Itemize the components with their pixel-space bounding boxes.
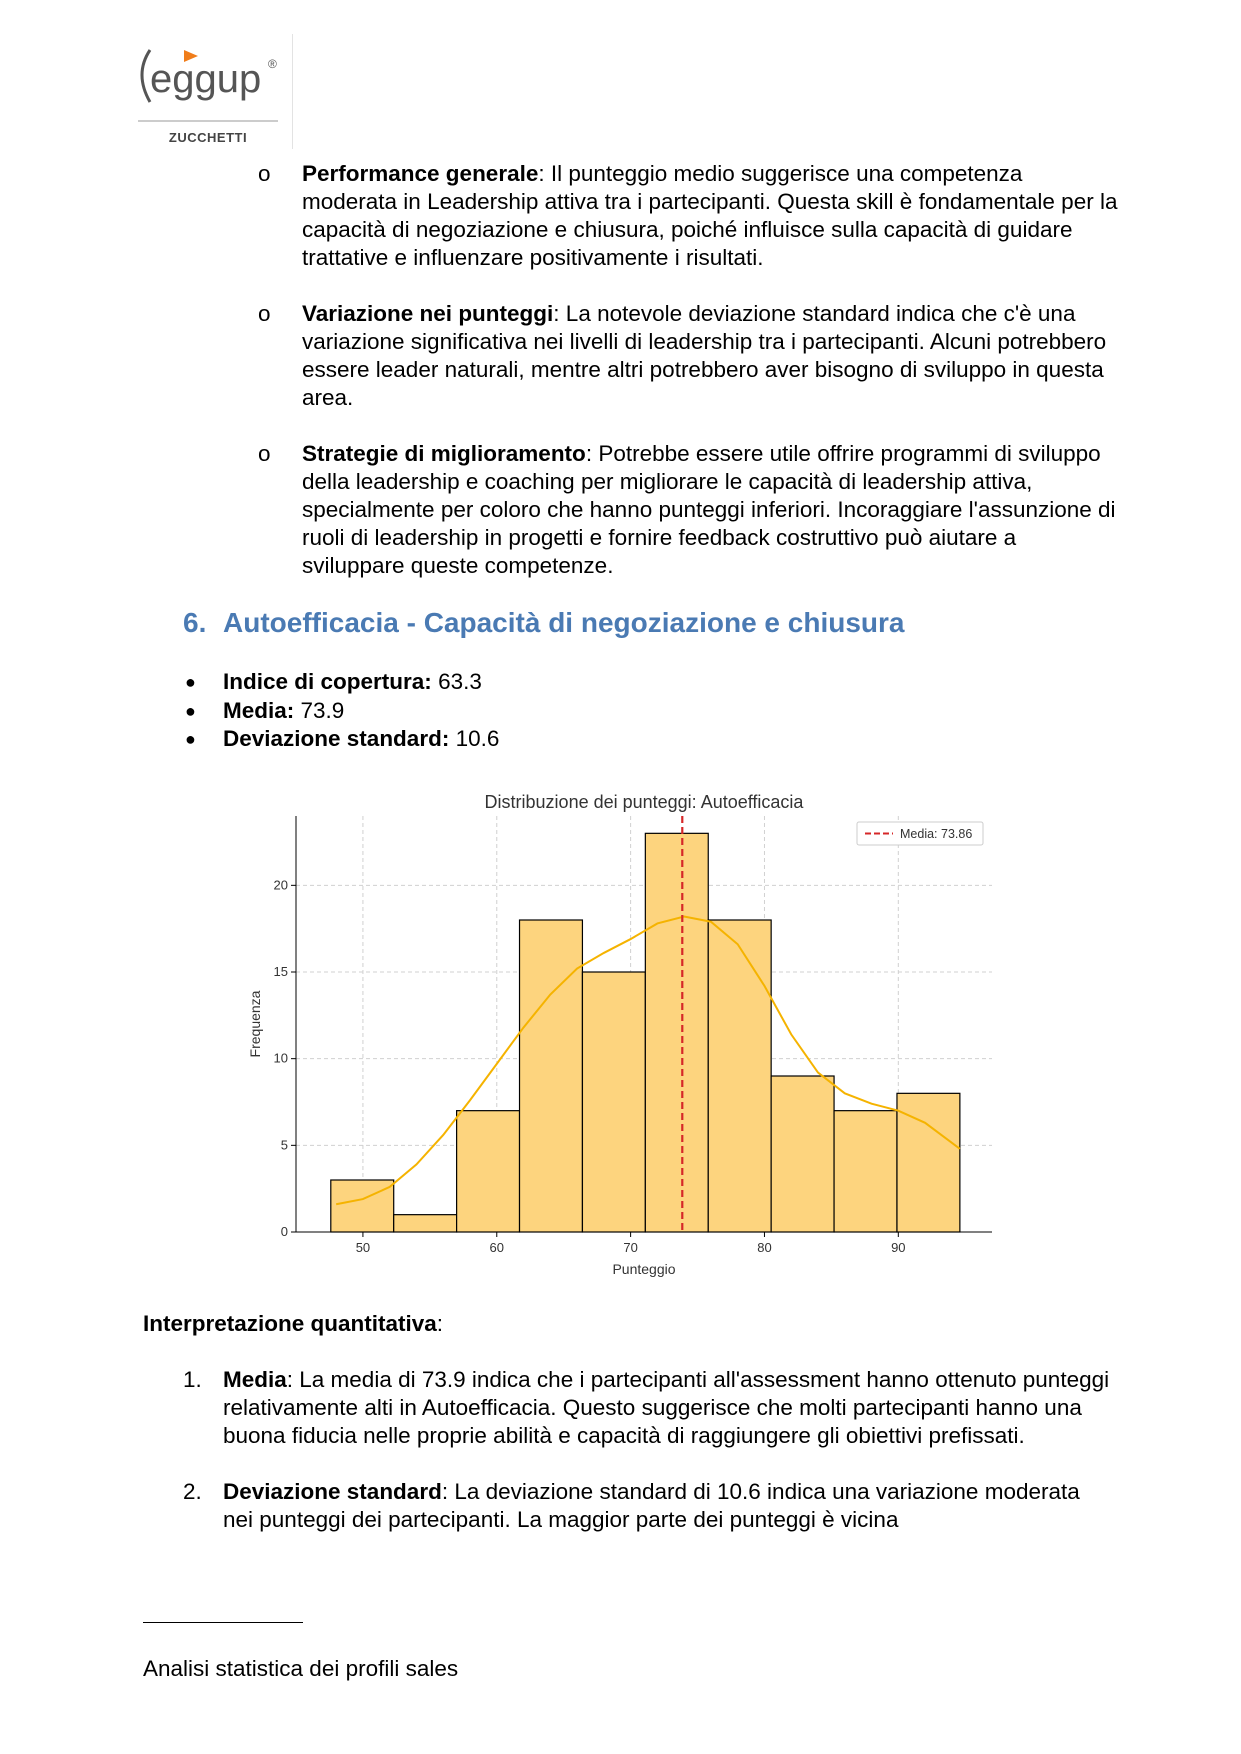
stat-label: Deviazione standard: xyxy=(223,726,450,751)
section-title: Autoefficacia - Capacità di negoziazione e chiusura xyxy=(223,607,905,638)
interpretation-heading-text: Interpretazione quantitativa xyxy=(143,1311,437,1336)
point-text: : Il punteggio medio suggerisce una competenza moderata in Leadership attiva tra i partecipanti. Questa skill è fondamentale per la capacità di negoziazione e chiusura, poiché influisce sulla capacità di guidare trattative e influenzare positivamente i risultati. xyxy=(302,161,1118,270)
list-item xyxy=(183,1366,1113,1450)
item-text: : La media di 73.9 indica che i partecipanti all'assessment hanno ottenuto punteggi relativamente alti in Autoefficacia. Questo suggerisce che molti partecipanti hanno una buona fiducia nelle proprie abilità e capacità di raggiungere gli obiettivi prefissati. xyxy=(223,1367,1110,1448)
interpretation-list xyxy=(183,1366,1113,1562)
x-axis-label: Punteggio xyxy=(612,1261,676,1277)
leadership-points-list xyxy=(258,160,1118,608)
list-item xyxy=(183,1478,1113,1534)
bullet-dot: ● xyxy=(185,672,196,692)
histogram-bar xyxy=(331,1180,394,1232)
histogram-bar xyxy=(520,920,583,1232)
stat-mean xyxy=(183,697,499,726)
point-text: : Potrebbe essere utile offrire programmi di sviluppo della leadership e coaching per migliorare le capacità di leadership attiva, specialmente per coloro che hanno punteggi inferiori. Incoraggiare l'assunzione di ruoli di leadership in progetti e fornire feedback costruttivo può aiutare a sviluppare queste competenze. xyxy=(302,441,1116,578)
item-number: 2. xyxy=(183,1479,202,1504)
item-title: Media xyxy=(223,1367,287,1392)
stat-value: 63.3 xyxy=(438,669,482,694)
point-title: Strategie di miglioramento xyxy=(302,441,586,466)
histogram-bar xyxy=(834,1111,897,1232)
item-text: : La deviazione standard di 10.6 indica una variazione moderata nei punteggi dei partecipanti. La maggior parte dei punteggi è vicina xyxy=(223,1479,1080,1532)
y-tick-label: 20 xyxy=(273,877,288,893)
stat-coverage xyxy=(183,668,499,697)
histogram-bar xyxy=(394,1215,457,1232)
y-tick-label: 0 xyxy=(280,1224,288,1239)
list-marker: o xyxy=(258,441,271,466)
histogram-bar xyxy=(582,972,645,1232)
list-marker: o xyxy=(258,301,271,326)
stat-value: 10.6 xyxy=(455,726,500,751)
logo-wordmark: eggup xyxy=(150,57,262,101)
eggup-logo xyxy=(130,34,293,149)
stat-label: Media: xyxy=(223,697,295,723)
point-text: : La notevole deviazione standard indica che c'è una variazione significativa nei livelli di leadership tra i partecipanti. Alcuni potrebbero essere leader naturali, mentre altri potrebbero aver bisogno di sviluppo in questa area. xyxy=(302,301,1107,410)
x-tick-label: 90 xyxy=(891,1240,906,1255)
y-tick-label: 15 xyxy=(273,964,288,979)
list-item xyxy=(258,300,1118,412)
bullet-dot: ● xyxy=(185,729,196,749)
list-item xyxy=(258,160,1118,272)
x-tick-label: 80 xyxy=(757,1240,772,1255)
list-item xyxy=(258,440,1118,580)
legend-label: Media: 73.86 xyxy=(900,827,973,841)
x-tick-label: 50 xyxy=(355,1240,371,1255)
logo-company: ZUCCHETTI xyxy=(168,130,248,145)
stat-value: 73.9 xyxy=(300,697,345,723)
stat-label: Indice di copertura: xyxy=(223,669,432,694)
y-tick-label: 10 xyxy=(273,1050,288,1066)
list-marker: o xyxy=(258,161,271,186)
histogram-bar xyxy=(708,920,771,1232)
section-heading xyxy=(183,606,905,640)
chart-title: Distribuzione dei punteggi: Autoefficacia xyxy=(484,792,804,812)
interpretation-heading xyxy=(143,1310,443,1338)
item-number: 1. xyxy=(183,1367,202,1392)
footnote-divider xyxy=(143,1622,303,1623)
histogram-bar xyxy=(645,833,708,1232)
y-axis-label: Frequenza xyxy=(247,990,263,1058)
interpretation-heading-colon: : xyxy=(436,1311,444,1336)
histogram-bar xyxy=(457,1111,520,1232)
stats-list xyxy=(183,668,499,754)
point-title: Performance generale xyxy=(302,161,539,186)
histogram-svg xyxy=(240,780,1000,1280)
histogram-bar xyxy=(771,1076,834,1232)
logo-registered: ® xyxy=(268,57,277,71)
y-tick-label: 5 xyxy=(280,1137,288,1153)
section-number: 6. xyxy=(183,607,207,638)
x-tick-label: 60 xyxy=(489,1240,505,1255)
stat-std xyxy=(183,725,499,754)
page-footer: Analisi statistica dei profili sales xyxy=(143,1656,459,1681)
histogram-chart xyxy=(240,780,1000,1285)
bullet-dot: ● xyxy=(185,700,196,721)
point-title: Variazione nei punteggi xyxy=(302,301,554,326)
item-title: Deviazione standard xyxy=(223,1479,442,1504)
x-tick-label: 70 xyxy=(623,1240,638,1255)
